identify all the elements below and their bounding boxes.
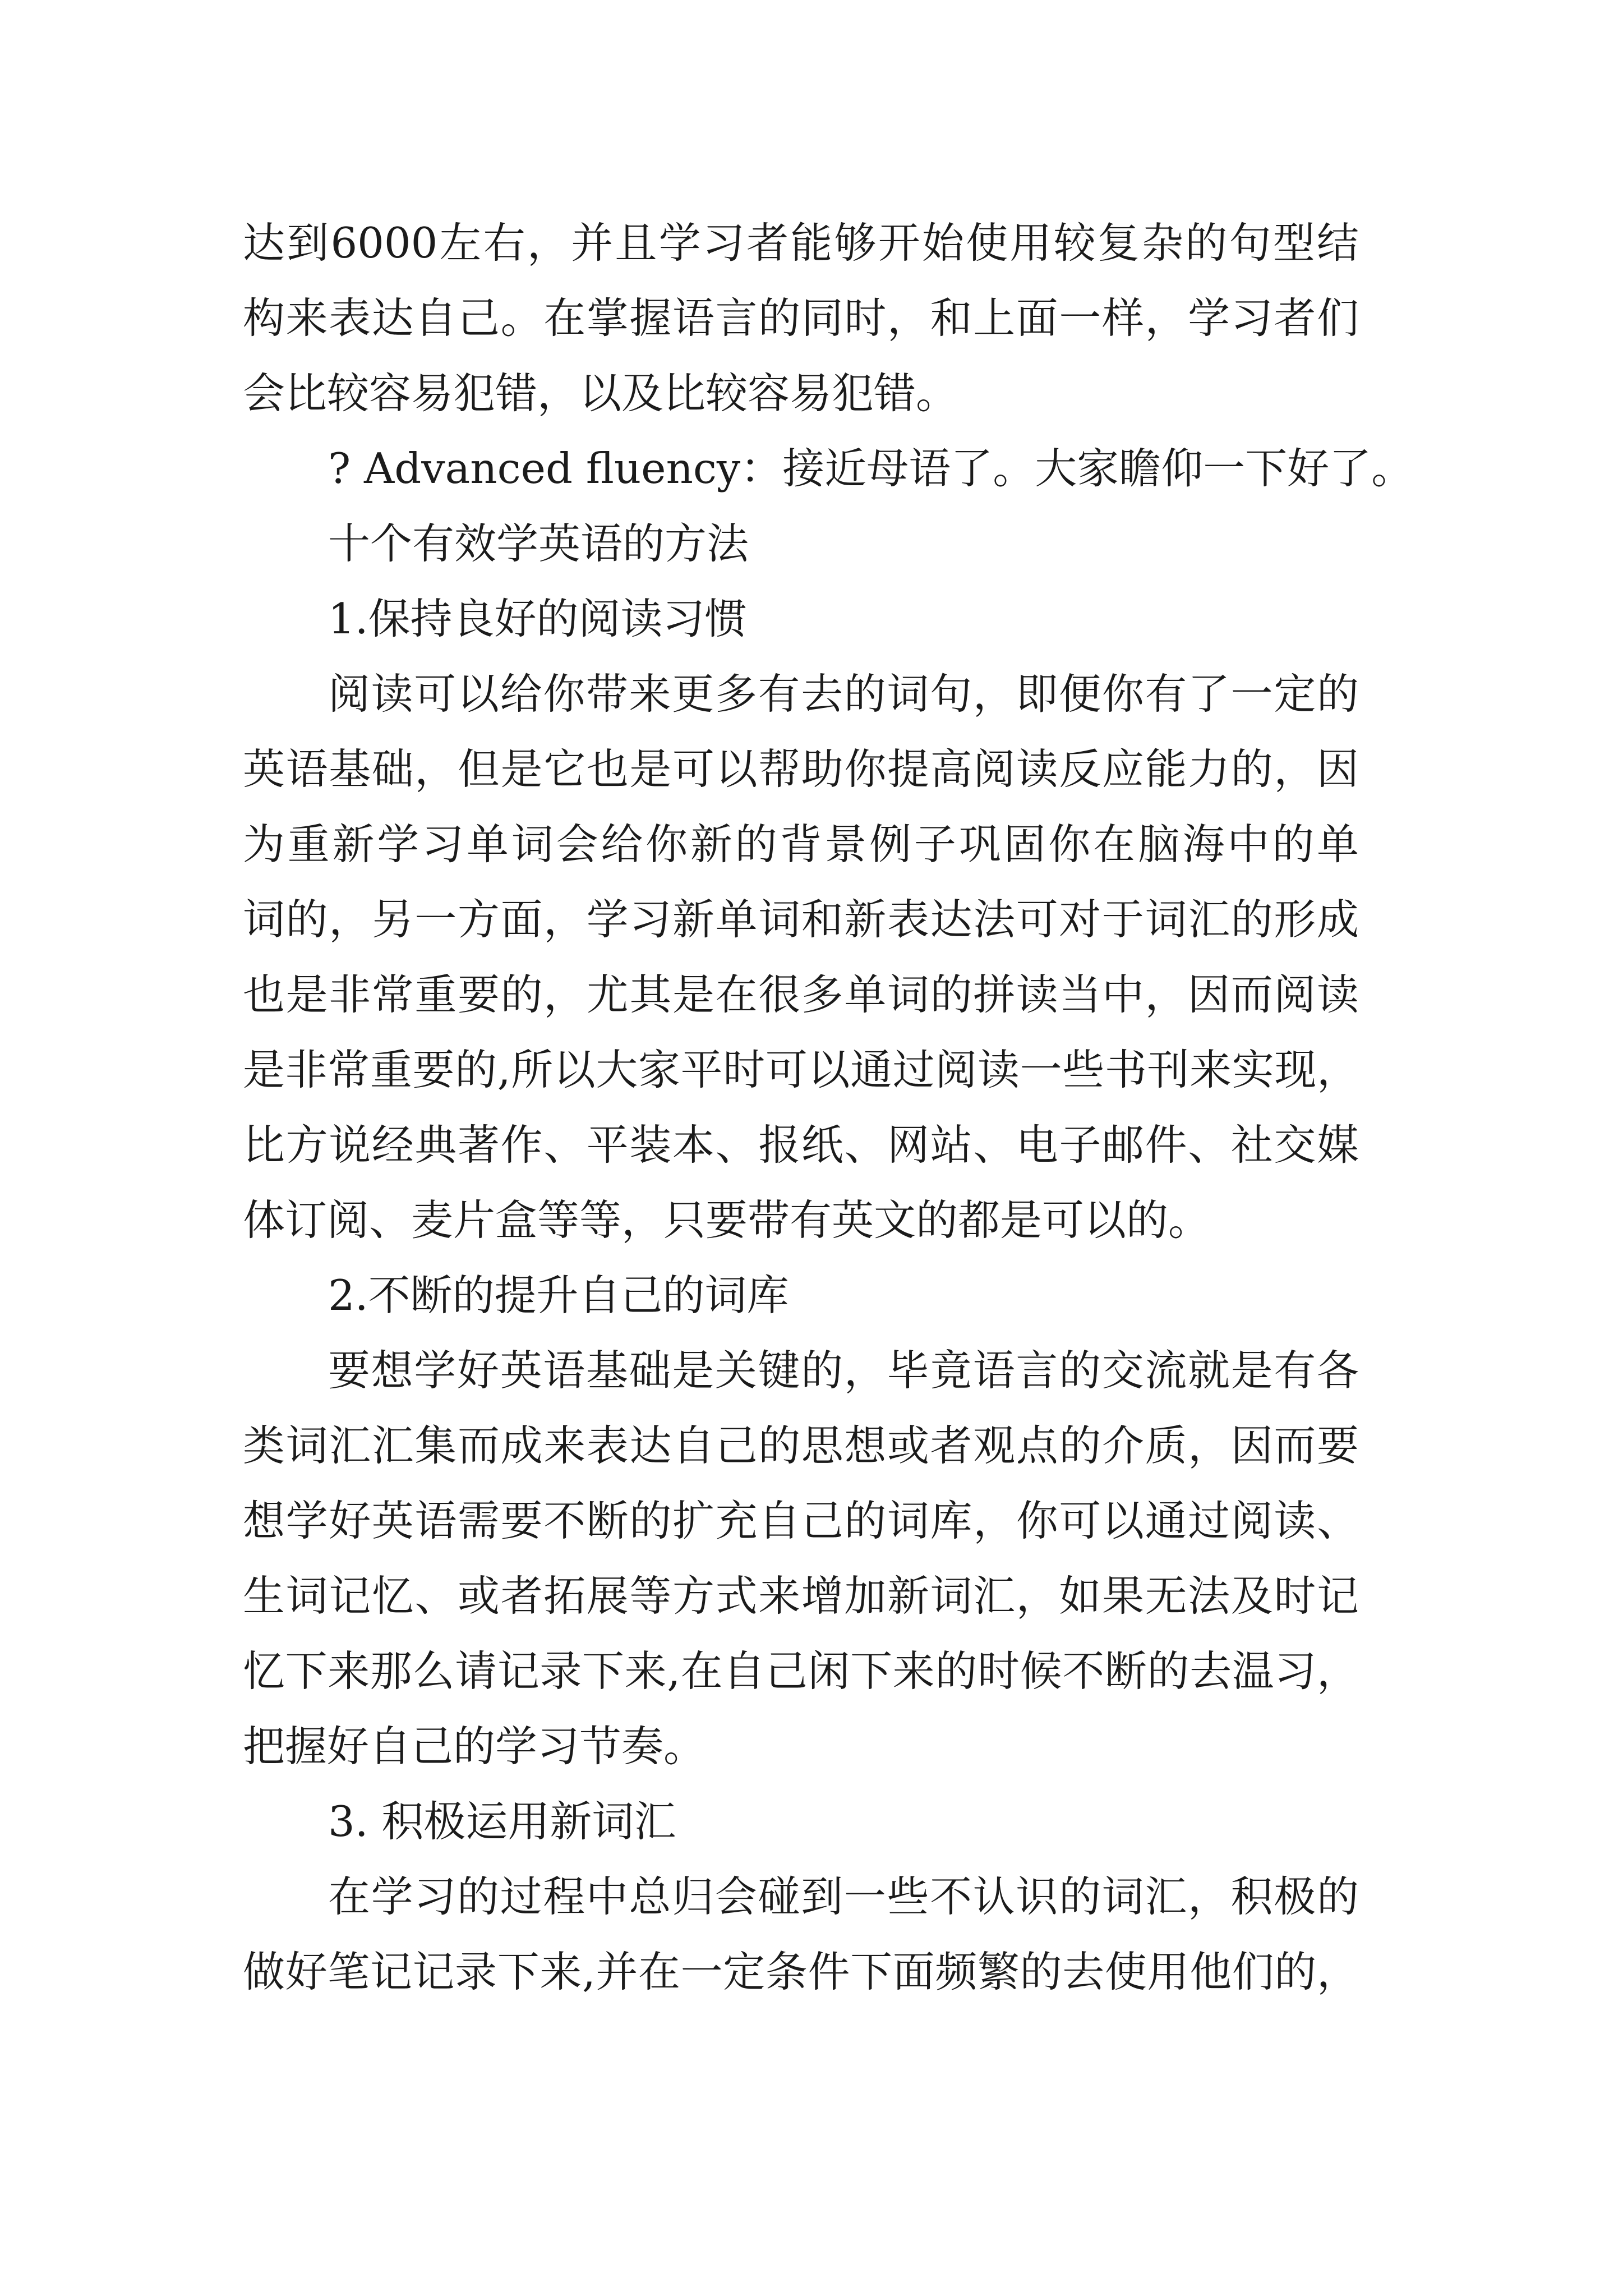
paragraph-line: 在学习的过程中总归会碰到一些不认识的词汇，积极的 bbox=[328, 1872, 1359, 1921]
section-reading-habit bbox=[243, 581, 1359, 1258]
paragraph-line: 阅读可以给你带来更多有去的词句，即便你有了一定的 bbox=[328, 669, 1359, 719]
paragraph-line: 也是非常重要的，尤其是在很多单词的拼读当中，因而阅读 bbox=[243, 970, 1359, 1019]
paragraph-line: 类词汇汇集而成来表达自己的思想或者观点的介质，因而要 bbox=[243, 1421, 1359, 1470]
document-body bbox=[243, 205, 1414, 2009]
paragraph-line: 生词记忆、或者拓展等方式来增加新词汇，如果无法及时记 bbox=[243, 1571, 1359, 1621]
section-use-new-words bbox=[243, 1784, 1359, 2009]
paragraph-line: 词的，另一方面，学习新单词和新表达法可对于词汇的形成 bbox=[243, 895, 1359, 944]
paragraph-line: 为重新学习单词会给你新的背景例子巩固你在脑海中的单 bbox=[243, 820, 1359, 869]
section-heading: 1.保持良好的阅读习惯 bbox=[328, 594, 747, 643]
section-heading: 2.不断的提升自己的词库 bbox=[328, 1271, 789, 1320]
paragraph-line: 把握好自己的学习节奏。 bbox=[243, 1722, 706, 1771]
section-vocabulary bbox=[243, 1258, 1359, 1784]
section-heading: 3. 积极运用新词汇 bbox=[328, 1797, 676, 1846]
fluency-level-line: ? Advanced fluency：接近母语了。大家瞻仰一下好了。 bbox=[328, 444, 1414, 493]
paragraph-line: 体订阅、麦片盒等等，只要带有英文的都是可以的。 bbox=[243, 1195, 1211, 1245]
paragraph-line: 忆下来那么请记录下来,在自己闲下来的时候不断的去温习， bbox=[243, 1646, 1359, 1696]
paragraph-line: 想学好英语需要不断的扩充自己的词库，你可以通过阅读、 bbox=[243, 1496, 1359, 1545]
paragraph-line: 要想学好英语基础是关键的，毕竟语言的交流就是有各 bbox=[328, 1346, 1359, 1395]
intro-paragraph bbox=[243, 205, 1359, 431]
paragraph-line: 会比较容易犯错，以及比较容易犯错。 bbox=[243, 369, 958, 418]
paragraph-line: 是非常重要的,所以大家平时可以通过阅读一些书刊来实现， bbox=[243, 1045, 1359, 1094]
paragraph-line: 做好笔记记录下来,并在一定条件下面频繁的去使用他们的， bbox=[243, 1947, 1359, 1996]
paragraph-line: 英语基础，但是它也是可以帮助你提高阅读反应能力的，因 bbox=[243, 744, 1359, 794]
paragraph-line: 比方说经典著作、平装本、报纸、网站、电子邮件、社交媒 bbox=[243, 1120, 1359, 1170]
paragraph-line: 构来表达自己。在掌握语言的同时，和上面一样，学习者们 bbox=[243, 293, 1359, 343]
paragraph-line: 达到6000左右，并且学习者能够开始使用较复杂的句型结 bbox=[243, 218, 1359, 268]
list-title: 十个有效学英语的方法 bbox=[328, 519, 749, 568]
